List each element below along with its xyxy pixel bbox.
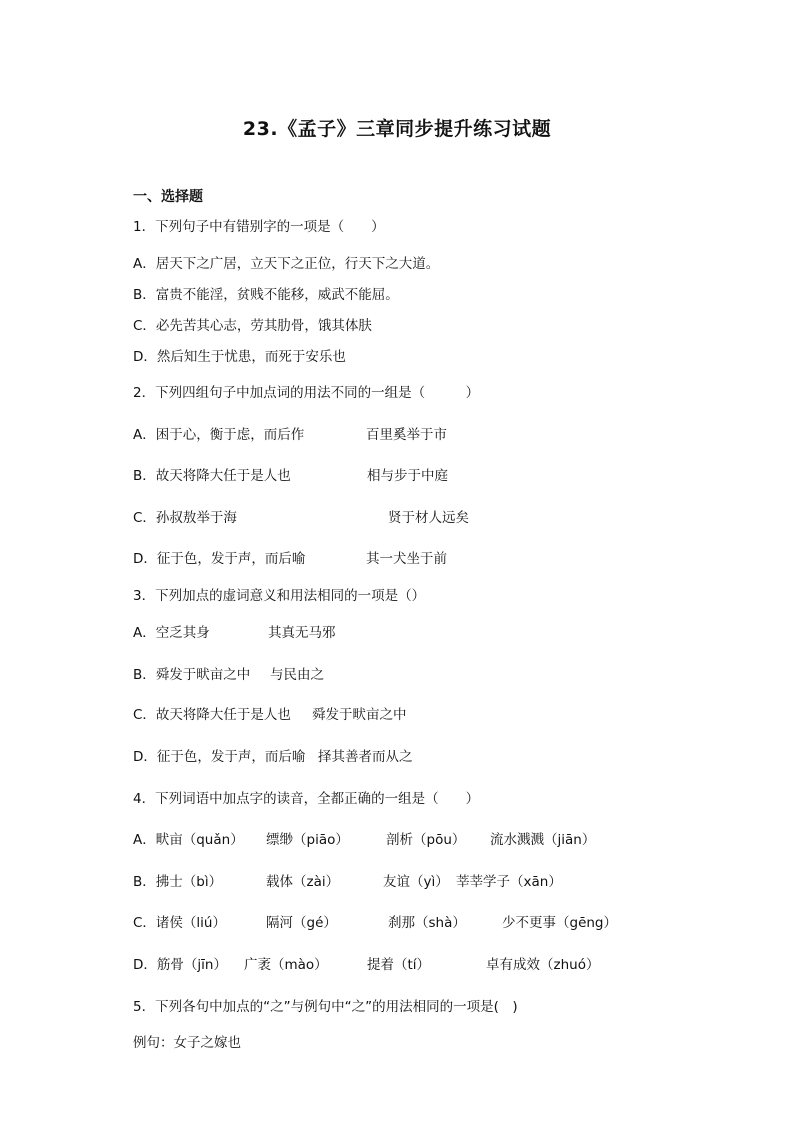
question-3-option-b-right: 与民由之 xyxy=(270,667,324,683)
question-3-option-c-left: C．故天将降大任于是人也 xyxy=(133,707,291,723)
question-2-option-a-left: A．困于心，衡于虑，而后作 xyxy=(133,427,305,443)
question-3-option-b-left: B．舜发于畎亩之中 xyxy=(133,667,251,683)
question-4-option-d-4: 卓有成效（zhuó） xyxy=(486,957,600,973)
question-2-option-a-right: 百里奚举于市 xyxy=(366,427,447,443)
question-5-example: 例句：女子之嫁也 xyxy=(133,1035,241,1051)
question-4-option-c-2: 隔河（gé） xyxy=(266,915,337,931)
question-2-option-d-left: D．征于色，发于声，而后喻 xyxy=(133,551,306,567)
section-heading: 一、选择题 xyxy=(133,189,203,205)
question-4-option-c-1: C．诸侯（liú） xyxy=(133,915,226,931)
question-4-option-a-1: A．畎亩（quǎn） xyxy=(133,832,244,848)
question-4-option-d-2: 广袤（mào） xyxy=(244,957,328,973)
question-1-option-c: C．必先苦其心志，劳其肋骨，饿其体肤 xyxy=(133,318,372,334)
question-2-option-c-right: 贤于材人远矣 xyxy=(388,510,469,526)
question-2-option-b-left: B．故天将降大任于是人也 xyxy=(133,468,291,484)
question-4-option-c-3: 刹那（shà） xyxy=(388,915,466,931)
question-2-option-d-right: 其一犬坐于前 xyxy=(366,551,447,567)
question-2-option-b-right: 相与步于中庭 xyxy=(367,468,448,484)
question-1-option-a: A．居天下之广居，立天下之正位，行天下之大道。 xyxy=(133,256,440,272)
question-3-option-c-right: 舜发于畎亩之中 xyxy=(312,707,407,723)
question-4-option-a-4: 流水溅溅（jiān） xyxy=(490,832,596,848)
question-1-option-b: B．富贵不能淫，贫贱不能移，威武不能屈。 xyxy=(133,287,399,303)
question-3-option-a-left: A．空乏其身 xyxy=(133,625,210,641)
question-5-stem: 5．下列各句中加点的“之”与例句中“之”的用法相同的一项是( ) xyxy=(133,999,518,1015)
question-2-stem: 2．下列四组句子中加点词的用法不同的一组是（ ） xyxy=(133,385,480,401)
question-4-option-a-2: 缥缈（piāo） xyxy=(266,832,349,848)
question-1-stem: 1．下列句子中有错别字的一项是（ ） xyxy=(133,219,385,235)
question-4-option-b-4: 莘莘学子（xān） xyxy=(456,874,562,890)
question-3-option-d-right: 择其善者而从之 xyxy=(318,749,413,765)
question-2-option-c-left: C．孙叔敖举于海 xyxy=(133,510,237,526)
question-4-option-b-2: 载体（zài） xyxy=(266,874,340,890)
question-4-option-b-1: B．拂士（bì） xyxy=(133,874,223,890)
page-title: 23.《孟子》三章同步提升练习试题 xyxy=(242,118,552,140)
question-1-option-d: D．然后知生于忧患，而死于安乐也 xyxy=(133,349,346,365)
question-4-option-d-1: D．筋骨（jīn） xyxy=(133,957,227,973)
question-3-option-a-right: 其真无马邪 xyxy=(268,625,336,641)
question-4-stem: 4．下列词语中加点字的读音，全都正确的一组是（ ） xyxy=(133,791,480,807)
question-4-option-c-4: 少不更事（gēng） xyxy=(502,915,618,931)
question-4-option-d-3: 提着（tí） xyxy=(367,957,431,973)
question-4-option-a-3: 剖析（pōu） xyxy=(386,832,466,848)
question-4-option-b-3: 友谊（yì） xyxy=(383,874,449,890)
question-3-stem: 3．下列加点的虚词意义和用法相同的一项是（） xyxy=(133,588,426,604)
question-3-option-d-left: D．征于色，发于声，而后喻 xyxy=(133,749,306,765)
